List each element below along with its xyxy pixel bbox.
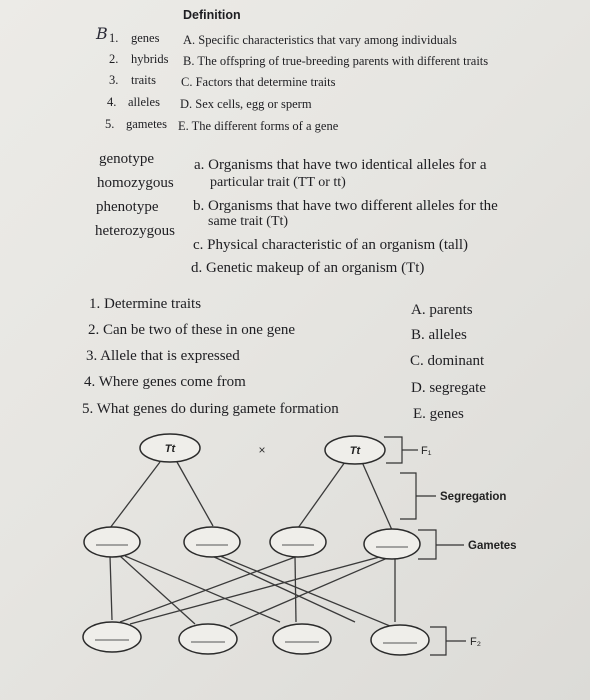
label-f2: F₂	[470, 636, 481, 648]
cross-line	[295, 556, 296, 622]
term-alleles: alleles	[128, 95, 160, 109]
answer-a: A. parents	[411, 302, 473, 318]
term-genotype: genotype	[99, 151, 154, 167]
answer-b: B. alleles	[411, 327, 467, 343]
term-number: 1.	[109, 31, 119, 45]
offspring-ellipse	[371, 625, 429, 655]
definition-e: E. The different forms of a gene	[178, 119, 339, 133]
gamete-ellipse	[184, 527, 240, 557]
cross-line	[110, 556, 112, 620]
term-number: 2.	[109, 52, 119, 66]
offspring-ellipse	[273, 624, 331, 654]
offspring-ellipse	[179, 624, 237, 654]
f2-bracket	[430, 627, 446, 655]
term-number: 5.	[105, 117, 115, 131]
question-1: 1. Determine traits	[89, 296, 202, 312]
definition-a-line1: a. Organisms that have two identical alleles for a	[194, 157, 487, 173]
definition-b: B. The offspring of true-breeding parents with different traits	[183, 54, 489, 68]
cross-line	[120, 556, 195, 624]
question-5: 5. What genes do during gamete formation	[82, 401, 339, 417]
cross-line	[177, 462, 213, 526]
cross-line	[130, 556, 383, 624]
gamete-ellipse	[84, 527, 140, 557]
term-genes: genes	[131, 31, 160, 45]
handwritten-answer-mark: B	[96, 24, 108, 43]
term-traits: traits	[131, 73, 156, 87]
definition-a: A. Specific characteristics that vary among individuals	[183, 33, 457, 47]
f1-bracket	[384, 437, 402, 463]
answer-d: D. segregate	[411, 380, 486, 396]
definition-c: C. Factors that determine traits	[181, 75, 336, 89]
cross-line	[220, 556, 390, 626]
gamete-ellipse	[364, 529, 420, 559]
cross-line	[298, 462, 345, 528]
gamete-ellipse	[270, 527, 326, 557]
question-3: 3. Allele that is expressed	[86, 348, 240, 364]
definition-d: D. Sex cells, egg or sperm	[180, 97, 312, 111]
cross-line	[212, 556, 355, 622]
answer-e: E. genes	[413, 406, 464, 422]
cross-line	[110, 462, 160, 528]
segregation-bracket	[400, 473, 416, 519]
term-homozygous: homozygous	[97, 175, 174, 191]
term-heterozygous: heterozygous	[95, 223, 175, 239]
definition-heading: Definition	[183, 8, 241, 22]
label-gametes: Gametes	[468, 540, 517, 552]
question-4: 4. Where genes come from	[84, 374, 246, 390]
definition-b-line1: b. Organisms that have two different alleles for the	[193, 198, 498, 214]
term-gametes: gametes	[126, 117, 167, 131]
question-2: 2. Can be two of these in one gene	[88, 322, 296, 338]
definition-c: c. Physical characteristic of an organism (tall)	[193, 237, 469, 253]
cross-symbol: ×	[258, 443, 266, 457]
term-hybrids: hybrids	[131, 52, 169, 66]
offspring-ellipse	[83, 622, 141, 652]
parent-left-genotype: Tt	[164, 443, 176, 455]
label-segregation: Segregation	[440, 491, 507, 503]
definition-b-line2: same trait (Tt)	[208, 214, 289, 229]
cross-line	[362, 462, 392, 530]
definition-d: d. Genetic makeup of an organism (Tt)	[191, 260, 425, 276]
term-phenotype: phenotype	[96, 199, 159, 215]
term-number: 4.	[107, 95, 117, 109]
label-f1: F₁	[421, 445, 432, 457]
term-number: 3.	[109, 73, 119, 87]
definition-a-line2: particular trait (TT or tt)	[210, 175, 346, 190]
answer-c: C. dominant	[410, 353, 485, 369]
parent-right-genotype: Tt	[349, 445, 361, 457]
